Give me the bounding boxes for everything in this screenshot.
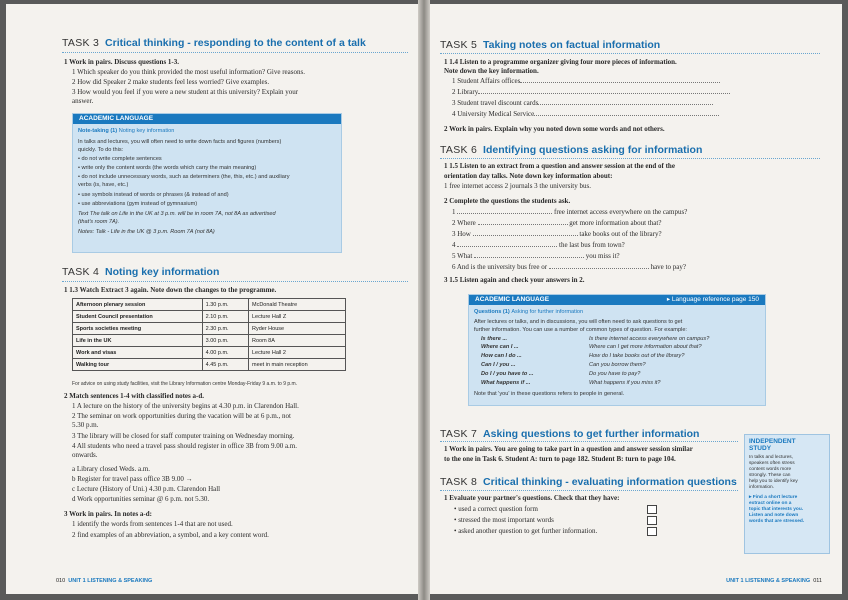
academic-box-line: • do not include unnecessary words, such as determiners (the, this, etc.) and auxiliary xyxy=(78,174,290,180)
task7-divider xyxy=(440,441,738,442)
sidebar-tip: Listen and note down xyxy=(749,513,799,518)
task3-q1-item: 3 How would you feel if you were a new student at this university? Explain your xyxy=(72,88,299,96)
sidebar-line: information. xyxy=(749,485,775,490)
academic-box-subtitle-bold: Note-taking (1) xyxy=(78,128,118,134)
checkbox[interactable] xyxy=(647,505,657,514)
task4-q2-item: 3 The library will be closed for staff computer training on Wednesday morning. xyxy=(72,432,295,440)
question-end: the last bus from town? xyxy=(559,241,625,249)
task7-q1: 1 Work in pairs. You are going to take part in a question and answer session similar xyxy=(444,445,693,453)
task4-note: c Lecture (History of Uni.) 4.30 p.m. Clarendon Hall xyxy=(72,485,221,493)
task6-q1: 1 1.5 Listen to an extract from a question and answer session at the end of the xyxy=(444,162,675,170)
question-form: What happens if ... xyxy=(481,380,531,386)
task4-title: Noting key information xyxy=(105,266,220,278)
language-reference-link[interactable]: ▸ Language reference page 150 xyxy=(666,296,759,303)
task7-label: TASK 7 xyxy=(440,428,478,440)
academic-box-header: ACADEMIC LANGUAGE xyxy=(73,114,341,124)
task3-q1-item: 1 Which speaker do you think provided the most useful information? Give reasons. xyxy=(72,68,305,76)
question-start: 2 Where xyxy=(452,219,476,227)
task6-question xyxy=(452,252,620,261)
task7-heading xyxy=(440,428,699,440)
academic-box-notes-example: Notes: Talk - Life in the UK @ 3 p.m. Room 7A (not 8A) xyxy=(78,229,215,235)
task4-q2-item: 4 All students who need a travel pass should register in office 3B from 9.00 a.m. xyxy=(72,442,297,450)
task4-note: d Work opportunities seminar @ 6 p.m. not 5.30. xyxy=(72,495,210,503)
task4-divider xyxy=(62,281,408,282)
task4-q2-item: onwards. xyxy=(72,451,98,459)
table-row xyxy=(73,335,346,347)
sidebar-tip: extract online on a xyxy=(749,501,792,506)
answer-blank[interactable] xyxy=(549,268,649,269)
answer-line[interactable] xyxy=(538,104,713,105)
table-cell: 4.45 p.m. xyxy=(202,359,248,371)
table-cell: Ryder House xyxy=(248,323,345,335)
task5-item-label: 2 Library xyxy=(452,88,479,96)
table-cell: meet in main reception xyxy=(248,359,345,371)
table-cell: Walking tour xyxy=(73,359,203,371)
task7-title: Asking questions to get further information xyxy=(483,428,700,440)
question-form: Is there ... xyxy=(481,336,508,342)
question-example: Is there internet access everywhere on campus? xyxy=(589,336,710,342)
table-cell: Life in the UK xyxy=(73,335,203,347)
task5-heading xyxy=(440,39,660,51)
sidebar-tip: words that are stressed. xyxy=(749,519,805,524)
answer-blank[interactable] xyxy=(478,224,568,225)
table-cell: Room 8A xyxy=(248,335,345,347)
task6-question xyxy=(452,208,687,217)
task5-divider xyxy=(440,53,820,54)
footer-text: LISTENING & SPEAKING xyxy=(87,578,153,584)
task6-q1-topics: 1 free internet access 2 journals 3 the university bus. xyxy=(444,182,591,190)
answer-line[interactable] xyxy=(478,93,730,94)
task5-q1: Note down the key information. xyxy=(444,67,539,75)
sidebar-line: speakers often stress xyxy=(749,461,795,466)
question-form: Where can I ... xyxy=(481,344,519,350)
table-cell: Student Council presentation xyxy=(73,311,203,323)
table-cell: Lecture Hall 2 xyxy=(248,347,345,359)
academic-box-subtitle xyxy=(474,309,583,316)
table-cell: 1.30 p.m. xyxy=(202,299,248,311)
question-form: How can I do ... xyxy=(481,353,522,359)
question-example: Can you borrow them? xyxy=(589,362,646,368)
academic-box-line: In talks and lectures, you will often need to write down facts and figures (numbers) xyxy=(78,139,282,145)
sidebar-tip: topic that interests you. xyxy=(749,507,804,512)
question-example: What happens if you miss it? xyxy=(589,380,661,386)
academic-box-line: • write only the content words (the words which carry the main meaning) xyxy=(78,165,257,171)
task3-label: TASK 3 xyxy=(62,37,100,49)
academic-box-line: verbs (is, have, etc.) xyxy=(78,182,129,188)
task4-q2: 2 Match sentences 1-4 with classified notes a-d. xyxy=(64,392,204,400)
question-end: you miss it? xyxy=(585,252,620,260)
independent-study-sidebar xyxy=(744,434,830,554)
table-cell: Sports societies meeting xyxy=(73,323,203,335)
academic-box-title: ACADEMIC LANGUAGE xyxy=(475,296,550,303)
academic-box-line: quickly. To do this: xyxy=(78,147,124,153)
task5-item-label: 1 Student Affairs offices xyxy=(452,77,521,85)
question-start: 6 And is the university bus free or xyxy=(452,263,548,271)
task4-q3-item: 1 identify the words from sentences 1-4 that are not used. xyxy=(72,520,233,528)
task5-item-label: 3 Student travel discount cards xyxy=(452,99,539,107)
checkbox[interactable] xyxy=(647,516,657,525)
checklist-item: • used a correct question form xyxy=(454,505,538,513)
checkbox[interactable] xyxy=(647,527,657,536)
task4-q2-item: 2 The seminar on work opportunities during the vacation will be at 6 p.m., not xyxy=(72,412,291,420)
answer-blank[interactable] xyxy=(457,213,552,214)
sidebar-line: content words more xyxy=(749,467,792,472)
task3-divider xyxy=(62,52,408,53)
task7-q1: to the one in Task 6. Student A: turn to page 182. Student B: turn to page 104. xyxy=(444,455,676,463)
academic-language-box-left xyxy=(72,113,342,253)
task8-label: TASK 8 xyxy=(440,476,478,488)
task3-q1: 1 Work in pairs. Discuss questions 1-3. xyxy=(64,58,180,66)
table-cell: 3.00 p.m. xyxy=(202,335,248,347)
footer-unit: UNIT 1 xyxy=(726,578,744,584)
task4-q2-item: 5.30 p.m. xyxy=(72,421,99,429)
task6-title: Identifying questions asking for information xyxy=(483,144,703,156)
question-example: How do I take books out of the library? xyxy=(589,353,685,359)
table-cell: 4.00 p.m. xyxy=(202,347,248,359)
task4-note: a Library closed Weds. a.m. xyxy=(72,465,151,473)
table-note: For advice on using study facilities, visit the Library Information centre Monday-Friday 9 a.m. to 9 p.m. xyxy=(72,381,298,387)
checklist-item: • stressed the most important words xyxy=(454,516,554,524)
academic-box-subtitle-rest: Asking for further information xyxy=(511,309,584,315)
task6-heading xyxy=(440,144,702,156)
task4-note: b Register for travel pass office 3B 9.00 → xyxy=(72,475,193,483)
task5-q2: 2 Work in pairs. Explain why you noted down some words and not others. xyxy=(444,125,665,133)
academic-box-line: • use abbreviations (gym instead of gymnasium) xyxy=(78,201,198,207)
table-cell: 2.30 p.m. xyxy=(202,323,248,335)
right-page xyxy=(430,4,842,594)
academic-box-line: further information. You can use a number of common types of question. For example: xyxy=(474,327,687,333)
task4-q3: 3 Work in pairs. In notes a-d: xyxy=(64,510,152,518)
task8-title: Critical thinking - evaluating information questions xyxy=(483,476,737,488)
task5-item xyxy=(452,110,719,119)
footer-unit: UNIT 1 xyxy=(68,578,86,584)
question-end: free internet access everywhere on the campus? xyxy=(554,208,688,216)
task5-title: Taking notes on factual information xyxy=(483,39,661,51)
question-form: Can I / you ... xyxy=(481,362,516,368)
task4-q1: 1 1.3 Watch Extract 3 again. Note down the changes to the programme. xyxy=(64,286,277,294)
sidebar-line: help you to identify key xyxy=(749,479,798,484)
table-row xyxy=(73,347,346,359)
table-row xyxy=(73,311,346,323)
table-cell: Lecture Hall Z xyxy=(248,311,345,323)
answer-line[interactable] xyxy=(534,115,719,116)
table-cell: Afternoon plenary session xyxy=(73,299,203,311)
academic-box-header xyxy=(469,295,765,305)
task5-item xyxy=(452,77,720,86)
sidebar-line: strongly. These can xyxy=(749,473,791,478)
task6-question xyxy=(452,230,662,239)
right-footer xyxy=(726,578,822,584)
page-number: 011 xyxy=(813,578,822,584)
task4-q2-item: 1 A lecture on the history of the university begins at 4.30 p.m. in Clarendon Hall. xyxy=(72,402,299,410)
table-cell: McDonald Theatre xyxy=(248,299,345,311)
task8-divider xyxy=(440,490,738,491)
question-start: 5 What xyxy=(452,252,473,260)
task6-divider xyxy=(440,158,820,159)
table-cell: Work and visas xyxy=(73,347,203,359)
academic-language-box-right xyxy=(468,294,766,406)
task3-heading xyxy=(62,37,366,49)
academic-box-line: • do not write complete sentences xyxy=(78,156,162,162)
question-start: 3 How xyxy=(452,230,471,238)
sidebar-line: In talks and lectures, xyxy=(749,455,793,460)
task5-item-label: 4 University Medical Service xyxy=(452,110,535,118)
table-cell: 2.10 p.m. xyxy=(202,311,248,323)
task5-item xyxy=(452,88,730,97)
academic-box-subtitle xyxy=(78,128,174,135)
task6-question xyxy=(452,263,686,272)
left-page xyxy=(6,4,418,594)
academic-box-example: Text The talk on Life in the UK at 3 p.m. will be in room 7A, not 8A as advertised xyxy=(78,211,276,217)
answer-line[interactable] xyxy=(520,82,720,83)
page-number: 010 xyxy=(56,578,66,584)
answer-blank[interactable] xyxy=(473,235,578,236)
footer-text: LISTENING & SPEAKING xyxy=(745,578,811,584)
academic-box-line: • use symbols instead of words or phrases (& instead of and) xyxy=(78,192,229,198)
programme-table xyxy=(72,298,346,371)
task4-q3-item: 2 find examples of an abbreviation, a symbol, and a key content word. xyxy=(72,531,269,539)
task4-heading xyxy=(62,266,219,278)
task6-question xyxy=(452,241,625,250)
task5-item xyxy=(452,99,713,108)
question-end: take books out of the library? xyxy=(579,230,662,238)
sidebar-title: STUDY xyxy=(749,445,772,452)
question-start: 1 xyxy=(452,208,456,216)
task6-q3: 3 1.5 Listen again and check your answers in 2. xyxy=(444,276,585,284)
task5-q1: 1 1.4 Listen to a programme organizer giving four more pieces of information. xyxy=(444,58,677,66)
table-row xyxy=(73,359,346,371)
table-row xyxy=(73,299,346,311)
task6-q1: orientation day talks. Note down key information about: xyxy=(444,172,613,180)
academic-box-note: Note that 'you' in these questions refers to people in general. xyxy=(474,391,625,397)
academic-box-subtitle-bold: Questions (1) xyxy=(474,309,510,315)
task8-heading xyxy=(440,476,737,488)
task5-label: TASK 5 xyxy=(440,39,478,51)
task3-q1-item: answer. xyxy=(72,97,94,105)
question-end: get more information about that? xyxy=(569,219,662,227)
checklist-item: • asked another question to get further information. xyxy=(454,527,598,535)
question-form: Do I / you have to ... xyxy=(481,371,534,377)
task6-label: TASK 6 xyxy=(440,144,478,156)
question-end: have to pay? xyxy=(650,263,686,271)
task6-q2: 2 Complete the questions the students ask. xyxy=(444,197,571,205)
academic-box-subtitle-rest: Noting key information xyxy=(118,128,175,134)
task8-q1: 1 Evaluate your partner's questions. Check that they have: xyxy=(444,494,620,502)
book-gutter xyxy=(418,0,430,600)
left-footer xyxy=(56,578,152,584)
academic-box-example: (that's room 7A). xyxy=(78,219,120,225)
question-example: Do you have to pay? xyxy=(589,371,641,377)
answer-blank[interactable] xyxy=(474,257,584,258)
sidebar-tip: ▸ Find a short lecture xyxy=(749,495,798,500)
table-row xyxy=(73,323,346,335)
task3-title: Critical thinking - responding to the content of a talk xyxy=(105,37,366,49)
task3-q1-item: 2 How did Speaker 2 make students feel less worried? Give examples. xyxy=(72,78,270,86)
question-start: 4 xyxy=(452,241,456,249)
answer-blank[interactable] xyxy=(457,246,557,247)
academic-box-line: After lectures or talks, and in discussions, you will often need to ask questions to get xyxy=(474,319,683,325)
task6-question xyxy=(452,219,661,228)
task4-label: TASK 4 xyxy=(62,266,100,278)
question-example: Where can I get more information about that? xyxy=(589,344,702,350)
sidebar-title: INDEPENDENT xyxy=(749,438,796,445)
